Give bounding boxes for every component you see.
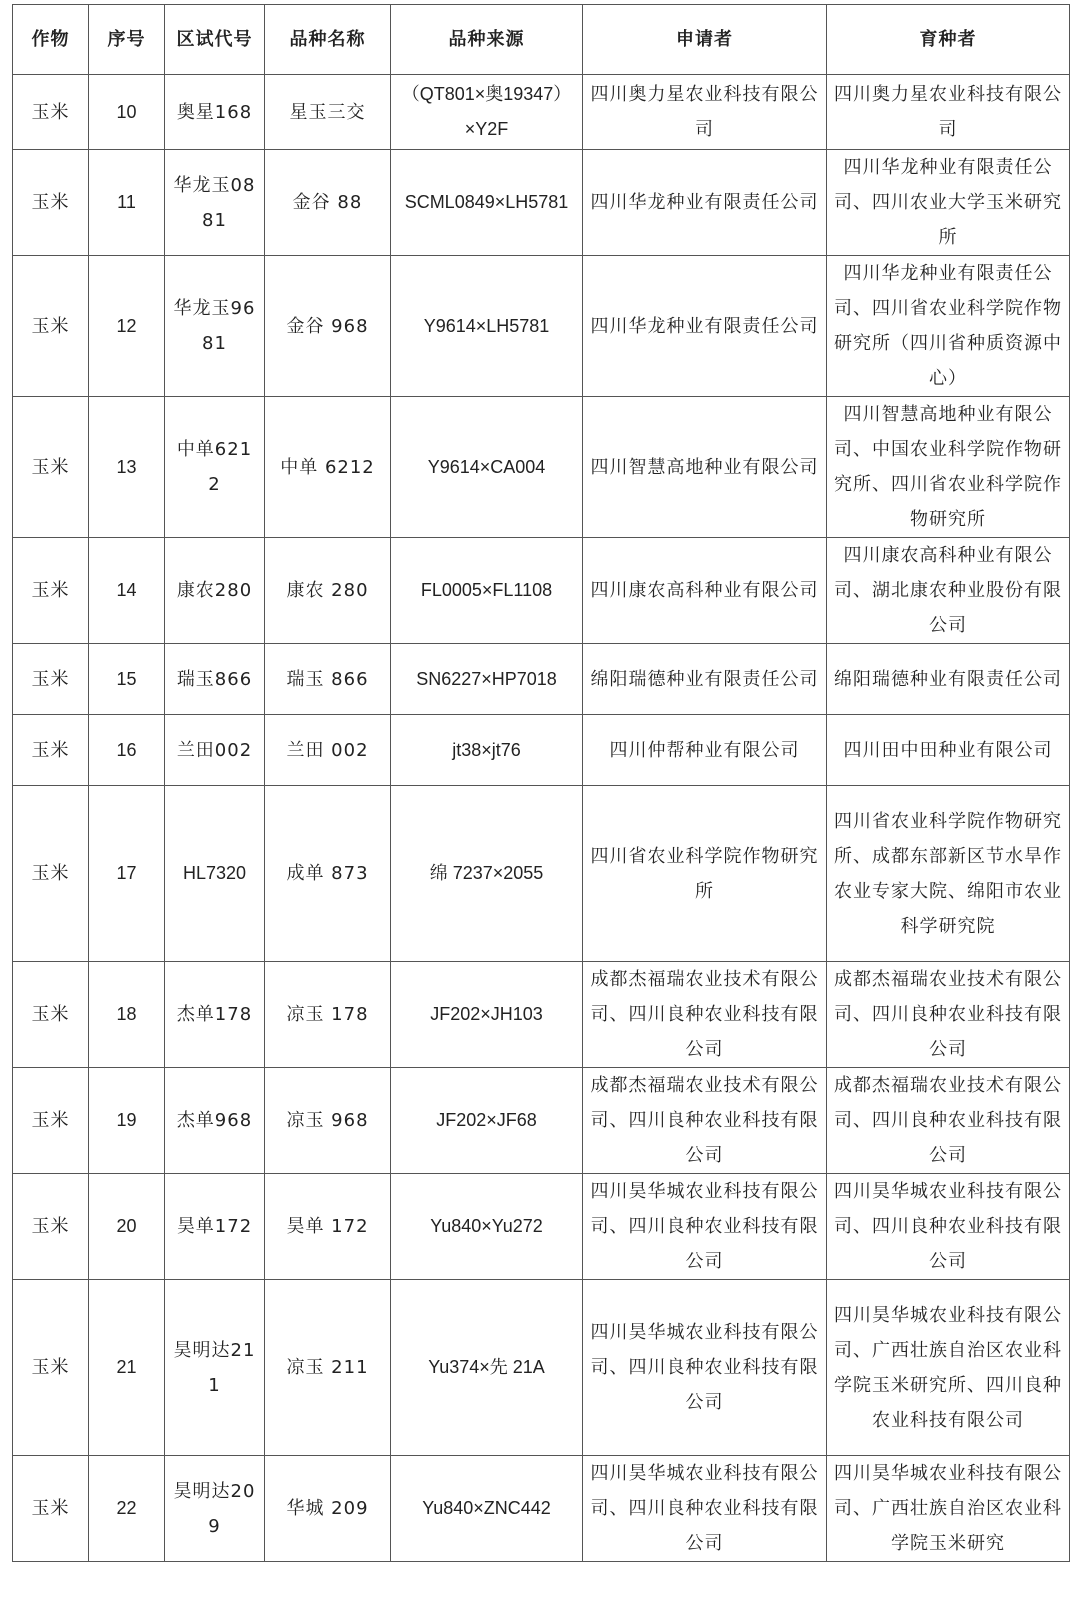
header-row	[13, 5, 1070, 75]
cell-variety-source: （QT801×奥19347）×Y2F	[391, 75, 583, 150]
header-crop: 作物	[13, 5, 89, 75]
cell-no: 15	[89, 644, 165, 715]
cell-breeder: 成都杰福瑞农业技术有限公司、四川良种农业科技有限公司	[827, 962, 1070, 1068]
cell-applicant: 四川华龙种业有限责任公司	[583, 256, 827, 397]
cell-variety-name: 康农 280	[265, 538, 391, 644]
cell-crop: 玉米	[13, 75, 89, 150]
cell-applicant: 四川昊华城农业科技有限公司、四川良种农业科技有限公司	[583, 1174, 827, 1280]
table-row	[13, 1456, 1070, 1562]
cell-variety-name: 兰田 002	[265, 715, 391, 786]
cell-no: 16	[89, 715, 165, 786]
cell-trial-code: 杰单178	[165, 962, 265, 1068]
cell-variety-name: 中单 6212	[265, 397, 391, 538]
cell-crop: 玉米	[13, 644, 89, 715]
cell-trial-code: 昊单172	[165, 1174, 265, 1280]
table-row	[13, 1174, 1070, 1280]
cell-no: 11	[89, 150, 165, 256]
table-row	[13, 75, 1070, 150]
cell-no: 10	[89, 75, 165, 150]
cell-variety-name: 凉玉 211	[265, 1280, 391, 1456]
table-row	[13, 150, 1070, 256]
table-row	[13, 962, 1070, 1068]
table-row	[13, 538, 1070, 644]
cell-variety-source: SCML0849×LH5781	[391, 150, 583, 256]
cell-variety-source: Y9614×CA004	[391, 397, 583, 538]
cell-variety-source: Yu840×Yu272	[391, 1174, 583, 1280]
cell-variety-name: 华城 209	[265, 1456, 391, 1562]
cell-breeder: 四川华龙种业有限责任公司、四川农业大学玉米研究所	[827, 150, 1070, 256]
cell-no: 22	[89, 1456, 165, 1562]
variety-table-sheet	[12, 4, 1070, 1602]
cell-trial-code: 华龙玉9681	[165, 256, 265, 397]
cell-applicant: 四川华龙种业有限责任公司	[583, 150, 827, 256]
cell-crop: 玉米	[13, 538, 89, 644]
cell-breeder: 四川奥力星农业科技有限公司	[827, 75, 1070, 150]
cell-trial-code: 华龙玉0881	[165, 150, 265, 256]
cell-breeder: 四川昊华城农业科技有限公司、广西壮族自治区农业科学院玉米研究所、四川良种农业科技有限公司	[827, 1280, 1070, 1456]
cell-breeder: 四川华龙种业有限责任公司、四川省农业科学院作物研究所（四川省种质资源中心）	[827, 256, 1070, 397]
cell-trial-code: 杰单968	[165, 1068, 265, 1174]
cell-applicant: 四川省农业科学院作物研究所	[583, 786, 827, 962]
cell-applicant: 四川昊华城农业科技有限公司、四川良种农业科技有限公司	[583, 1456, 827, 1562]
cell-crop: 玉米	[13, 1174, 89, 1280]
cell-trial-code: 昊明达209	[165, 1456, 265, 1562]
cell-variety-name: 金谷 88	[265, 150, 391, 256]
cell-applicant: 四川奥力星农业科技有限公司	[583, 75, 827, 150]
table-row	[13, 786, 1070, 962]
cell-variety-source: Y9614×LH5781	[391, 256, 583, 397]
cell-breeder: 四川智慧高地种业有限公司、中国农业科学院作物研究所、四川省农业科学院作物研究所	[827, 397, 1070, 538]
cell-variety-name: 昊单 172	[265, 1174, 391, 1280]
cell-variety-source: Yu840×ZNC442	[391, 1456, 583, 1562]
cell-variety-source: FL0005×FL1108	[391, 538, 583, 644]
cell-applicant: 四川康农高科种业有限公司	[583, 538, 827, 644]
cell-applicant: 绵阳瑞德种业有限责任公司	[583, 644, 827, 715]
cell-variety-name: 凉玉 968	[265, 1068, 391, 1174]
cell-crop: 玉米	[13, 1280, 89, 1456]
cell-no: 12	[89, 256, 165, 397]
cell-variety-name: 凉玉 178	[265, 962, 391, 1068]
header-applicant: 申请者	[583, 5, 827, 75]
cell-trial-code: 瑞玉866	[165, 644, 265, 715]
header-breeder: 育种者	[827, 5, 1070, 75]
cell-trial-code: 兰田002	[165, 715, 265, 786]
cell-breeder: 四川昊华城农业科技有限公司、四川良种农业科技有限公司	[827, 1174, 1070, 1280]
cell-no: 14	[89, 538, 165, 644]
cell-crop: 玉米	[13, 962, 89, 1068]
cell-applicant: 四川智慧高地种业有限公司	[583, 397, 827, 538]
table-row	[13, 715, 1070, 786]
cell-crop: 玉米	[13, 786, 89, 962]
cell-crop: 玉米	[13, 397, 89, 538]
table-row	[13, 256, 1070, 397]
table-row	[13, 1068, 1070, 1174]
cell-applicant: 成都杰福瑞农业技术有限公司、四川良种农业科技有限公司	[583, 962, 827, 1068]
cell-breeder: 四川省农业科学院作物研究所、成都东部新区节水旱作农业专家大院、绵阳市农业科学研究院	[827, 786, 1070, 962]
cell-crop: 玉米	[13, 150, 89, 256]
header-trial-code: 区试代号	[165, 5, 265, 75]
table-row	[13, 1280, 1070, 1456]
cell-variety-source: 绵 7237×2055	[391, 786, 583, 962]
header-no: 序号	[89, 5, 165, 75]
cell-crop: 玉米	[13, 256, 89, 397]
cell-trial-code: 奥星168	[165, 75, 265, 150]
cell-breeder: 四川田中田种业有限公司	[827, 715, 1070, 786]
cell-crop: 玉米	[13, 715, 89, 786]
cell-variety-name: 瑞玉 866	[265, 644, 391, 715]
cell-crop: 玉米	[13, 1068, 89, 1174]
cell-trial-code: 康农280	[165, 538, 265, 644]
cell-breeder: 成都杰福瑞农业技术有限公司、四川良种农业科技有限公司	[827, 1068, 1070, 1174]
cell-variety-name: 成单 873	[265, 786, 391, 962]
cell-no: 21	[89, 1280, 165, 1456]
header-variety-name: 品种名称	[265, 5, 391, 75]
variety-table	[12, 4, 1070, 1562]
cell-applicant: 成都杰福瑞农业技术有限公司、四川良种农业科技有限公司	[583, 1068, 827, 1174]
cell-no: 17	[89, 786, 165, 962]
cell-variety-source: jt38×jt76	[391, 715, 583, 786]
cell-variety-source: SN6227×HP7018	[391, 644, 583, 715]
cell-no: 18	[89, 962, 165, 1068]
table-row	[13, 397, 1070, 538]
cell-breeder: 四川康农高科种业有限公司、湖北康农种业股份有限公司	[827, 538, 1070, 644]
cell-no: 13	[89, 397, 165, 538]
cell-variety-source: JF202×JF68	[391, 1068, 583, 1174]
cell-trial-code: 昊明达211	[165, 1280, 265, 1456]
cell-no: 19	[89, 1068, 165, 1174]
cell-variety-source: Yu374×先 21A	[391, 1280, 583, 1456]
cell-crop: 玉米	[13, 1456, 89, 1562]
cell-applicant: 四川昊华城农业科技有限公司、四川良种农业科技有限公司	[583, 1280, 827, 1456]
cell-breeder: 绵阳瑞德种业有限责任公司	[827, 644, 1070, 715]
cell-variety-name: 金谷 968	[265, 256, 391, 397]
cell-variety-name: 星玉三交	[265, 75, 391, 150]
cell-variety-source: JF202×JH103	[391, 962, 583, 1068]
cell-applicant: 四川仲帮种业有限公司	[583, 715, 827, 786]
table-row	[13, 644, 1070, 715]
header-variety-source: 品种来源	[391, 5, 583, 75]
cell-no: 20	[89, 1174, 165, 1280]
cell-trial-code: HL7320	[165, 786, 265, 962]
cell-breeder: 四川昊华城农业科技有限公司、广西壮族自治区农业科学院玉米研究	[827, 1456, 1070, 1562]
cell-trial-code: 中单6212	[165, 397, 265, 538]
